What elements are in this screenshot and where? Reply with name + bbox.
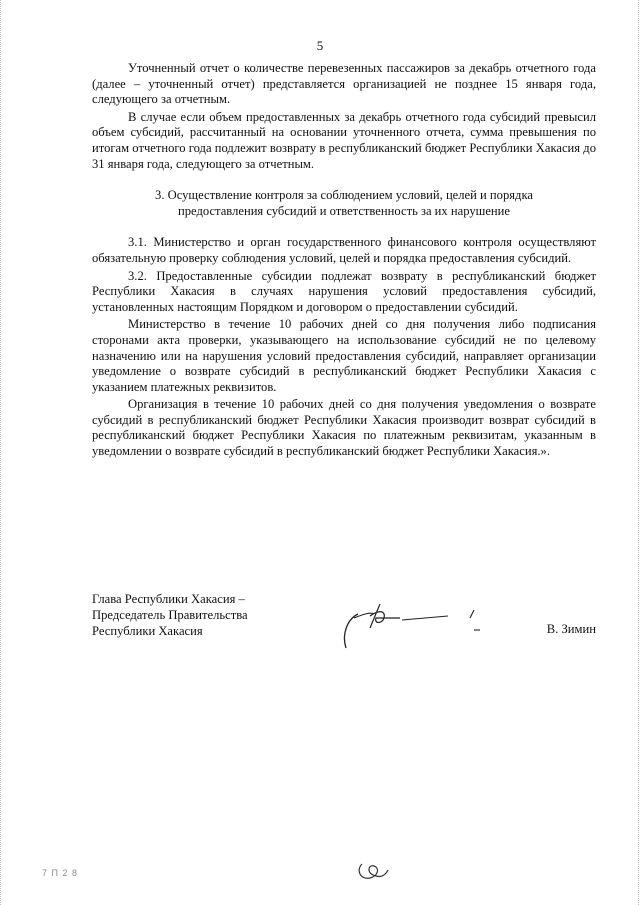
paragraph-ministry-notice: Министерство в течение 10 рабочих дней со дня получения либо подписания сторонами акта проверки, указывающего на использование субсидий не по целевому назначению или на нарушения условий предоставления субсидий, направляет организации уведомление о возврате субсидий в республиканский бюджет Республики Хакасия с указанием платежных реквизитов. bbox=[92, 317, 596, 394]
signatory-title bbox=[92, 591, 248, 639]
page-number: 5 bbox=[316, 38, 324, 53]
footer-code: 7 П 2 8 bbox=[42, 868, 78, 878]
handwritten-mark-icon bbox=[356, 860, 390, 882]
signatory-name: В. Зимин bbox=[546, 622, 596, 636]
paragraph-excess-return: В случае если объем предоставленных за декабрь отчетного года субсидий превысил объем субсидий, рассчитанный на основании уточненного отчета, сумма превышения по итогам отчетного года подлежит возврату в республиканский бюджет Республики Хакасия до 31 января года, следующего за отчетным. bbox=[92, 109, 596, 171]
signatory-title-line: Республики Хакасия bbox=[92, 624, 203, 638]
paragraph-refined-report: Уточненный отчет о количестве перевезенных пассажиров за декабрь отчетного года (далее – уточненный отчет) представляется организацией не позднее 15 января года, следующего за отчетным. bbox=[92, 61, 596, 107]
signatory-title-line: Глава Республики Хакасия – bbox=[92, 592, 245, 606]
section-heading: 3. Осуществление контроля за соблюдением условий, целей и порядка предоставления субсидий и ответственность за их нарушение bbox=[155, 188, 533, 218]
paragraph-3-2: 3.2. Предоставленные субсидии подлежат возврату в республиканский бюджет Республики Хакасия в случаях нарушения условий предоставления субсидий, установленных настоящим Порядком и договором о предоставлении субсидий. bbox=[92, 268, 596, 314]
document-body bbox=[92, 61, 596, 462]
handwritten-signature bbox=[340, 596, 490, 656]
paragraph-3-1: 3.1. Министерство и орган государственного финансового контроля осуществляют обязательную проверку соблюдения условий, целей и порядка предоставления субсидий. bbox=[92, 235, 596, 265]
scan-edge-left bbox=[0, 0, 2, 905]
paragraph-organization-return: Организация в течение 10 рабочих дней со дня получения уведомления о возврате субсидий в республиканский бюджет Республики Хакасия производит возврат субсидий в республиканский бюджет Республики Хакасия по платежным реквизитам, указанным в уведомлении о возврате субсидий в республиканский бюджет Республики Хакасия.». bbox=[92, 397, 596, 459]
signatory-title-line: Председатель Правительства bbox=[92, 608, 248, 622]
